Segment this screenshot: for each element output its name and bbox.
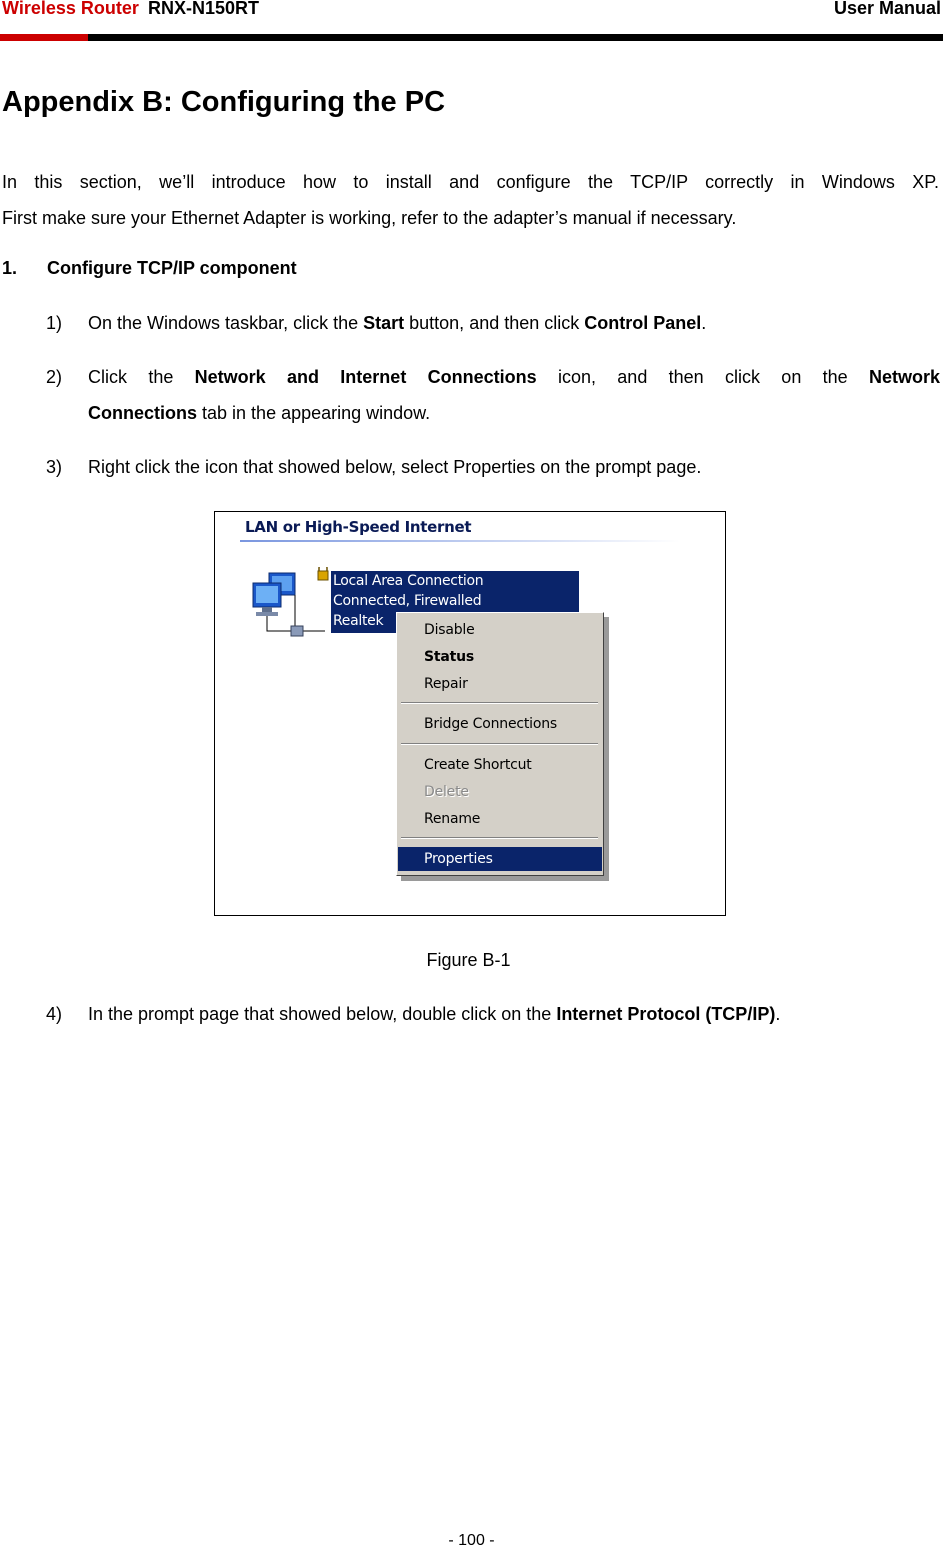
step-4 (46, 996, 940, 1032)
step-text (88, 996, 940, 1032)
menu-item-label: Disable (424, 622, 475, 638)
menu-item-rename[interactable] (398, 807, 602, 831)
step-number: 4) (46, 1004, 63, 1024)
page-title: Appendix B: Configuring the PC (2, 86, 446, 118)
step-text-line-2 (88, 395, 940, 431)
menu-item-label: Create Shortcut (424, 757, 532, 773)
menu-item-label: Delete (424, 784, 469, 800)
step-text-run: . (701, 313, 707, 333)
step-text-run: On the Windows taskbar, click the (88, 313, 364, 333)
group-heading: LAN or High-Speed Internet (245, 518, 472, 536)
step-bold-run: Network and Internet Connections (194, 367, 537, 387)
step-3 (46, 449, 940, 485)
step-text-line-1 (88, 359, 940, 395)
step-text: Right click the icon that showed below, select Properties on the prompt page. (88, 457, 702, 477)
menu-separator (401, 702, 598, 704)
intro-paragraph (2, 164, 939, 236)
menu-item-label: Rename (424, 811, 481, 827)
step-2 (46, 359, 940, 431)
menu-separator (401, 743, 598, 745)
menu-item-label: Properties (424, 851, 493, 867)
header-rule (0, 34, 943, 41)
step-text-run: In the prompt page that showed below, double click on the (88, 1004, 557, 1024)
menu-item-delete (398, 780, 602, 804)
connection-status: Connected, Firewalled (333, 593, 482, 609)
step-number: 2) (46, 367, 63, 387)
menu-item-repair[interactable] (398, 672, 602, 696)
page-number: - 100 - (448, 1532, 495, 1549)
step-text-run: Click the (88, 367, 195, 387)
step-bold-run: Control Panel (584, 313, 702, 333)
connection-device: Realtek (333, 613, 384, 629)
menu-item-label: Bridge Connections (424, 716, 557, 732)
network-connection-icon (249, 567, 329, 645)
menu-item-label: Status (424, 649, 475, 665)
menu-item-create-shortcut[interactable] (398, 753, 602, 777)
intro-line-2: First make sure your Ethernet Adapter is working, refer to the adapter’s manual if necessary. (2, 208, 737, 228)
group-heading-rule (240, 540, 680, 542)
figure-b1-screenshot (214, 511, 726, 916)
intro-line-1: In this section, we’ll introduce how to install and configure the TCP/IP correctly in Windows XP. (2, 172, 939, 192)
header-rule-accent (0, 34, 88, 41)
menu-separator (401, 837, 598, 839)
step-text-run: button, and then click (404, 313, 585, 333)
figure-caption: Figure B-1 (426, 950, 511, 970)
step-number: 1) (46, 313, 63, 333)
model-label: RNX-N150RT (148, 0, 260, 18)
step-text-run: . (775, 1004, 781, 1024)
menu-item-label: Repair (424, 676, 468, 692)
step-bold-run: Network (868, 367, 940, 387)
step-text-run: icon, and then click on the (536, 367, 869, 387)
step-bold-run: Connections (88, 403, 198, 423)
context-menu[interactable] (396, 612, 604, 876)
step-text-run: tab in the appearing window. (197, 403, 431, 423)
section-title: Configure TCP/IP component (47, 258, 297, 278)
doc-type-label: User Manual (833, 0, 941, 18)
step-1 (46, 305, 940, 341)
step-bold-run: Internet Protocol (TCP/IP) (556, 1004, 776, 1024)
brand-label: Wireless Router (2, 0, 139, 18)
step-number: 3) (46, 457, 63, 477)
menu-item-properties[interactable] (398, 847, 602, 871)
section-number: 1. (2, 258, 18, 278)
step-bold-run: Start (363, 313, 405, 333)
connection-name[interactable]: Local Area Connection (333, 573, 484, 589)
section-heading (2, 258, 297, 279)
step-text (88, 305, 940, 341)
menu-item-status[interactable] (398, 645, 602, 669)
menu-item-disable[interactable] (398, 618, 602, 642)
menu-item-bridge-connections[interactable] (398, 712, 602, 736)
